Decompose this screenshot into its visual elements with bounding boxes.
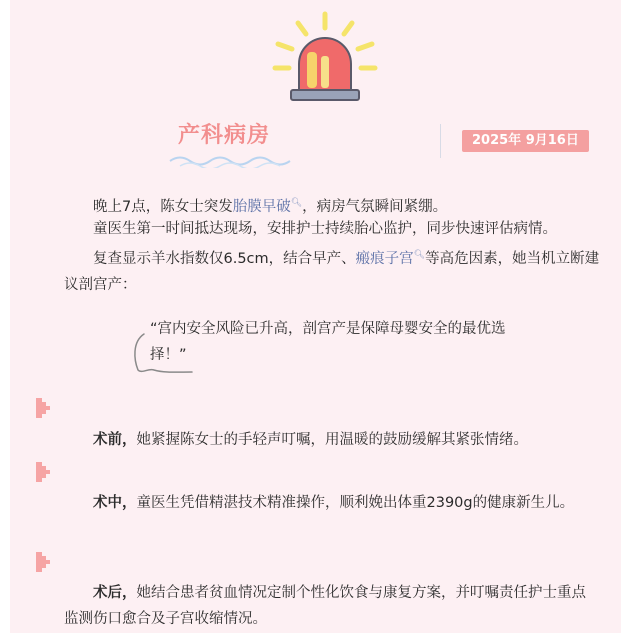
search-icon[interactable]: 🔍︎ (413, 250, 426, 260)
section-intra-op (64, 490, 600, 516)
paragraph-text: 晚上7点，陈女士突发 (93, 198, 233, 215)
section-post-op (64, 580, 600, 632)
section-pre-op (64, 427, 600, 453)
article-card (10, 0, 621, 633)
paragraph-text: 等高危因素，她当机立断建议剖宫产： (64, 250, 600, 293)
page-title: 产科病房 (178, 123, 271, 148)
term-link[interactable]: 瘢痕子宫 (355, 250, 414, 267)
section-label: 术前， (93, 432, 137, 448)
arrow-marker-icon (36, 462, 52, 482)
siren-light-icon (265, 6, 385, 106)
paragraph-text: ，病房气氛瞬间紧绷。 (302, 198, 448, 215)
paragraph-text: 复查显示羊水指数仅6.5cm，结合早产、 (93, 250, 356, 267)
arrow-marker-icon (36, 552, 52, 572)
search-icon[interactable]: 🔍︎ (290, 198, 303, 208)
title-wave-decoration (168, 154, 298, 168)
section-label: 术后， (93, 585, 137, 601)
paragraph-2: 童医生第一时间抵达现场，安排护士持续胎心监护，同步快速评估病情。 (93, 221, 557, 237)
header-divider (440, 124, 441, 158)
term-link[interactable]: 胎膜早破 (232, 198, 291, 215)
section-text: 童医生凭借精湛技术精准操作，顺利娩出体重2390g的健康新生儿。 (136, 495, 575, 511)
section-label: 术中， (93, 495, 137, 511)
paragraph-3 (64, 242, 600, 298)
section-text: 她紧握陈女士的手轻声叮嘱，用温暖的鼓励缓解其紧张情绪。 (136, 432, 528, 448)
date-badge: 2025年 9月16日 (462, 130, 589, 152)
section-text: 她结合患者贫血情况定制个性化饮食与康复方案，并叮嘱责任护士重点监测伤口愈合及子宫收缩情况。 (64, 585, 586, 627)
arrow-marker-icon (36, 398, 52, 418)
doctor-quote: “宫内安全风险已升高，剖宫产是保障母婴安全的最优选择！” (150, 321, 506, 363)
